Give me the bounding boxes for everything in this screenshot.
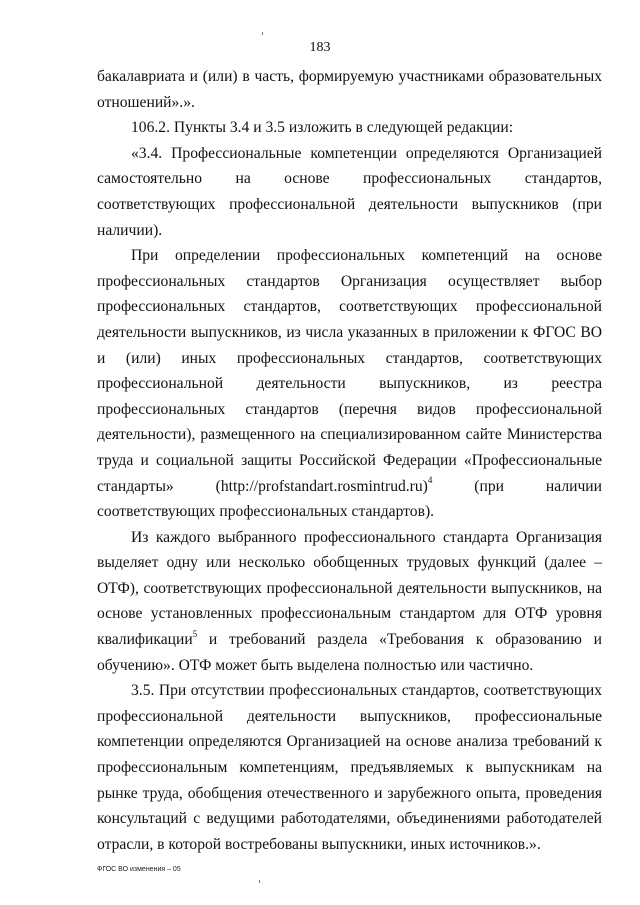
paragraph-text: 3.5. При отсутствии профессиональных стандартов, соответствующих профессиональной деятельности выпускников, профессиональные компетенции определяются Организацией на основе анализа требований к профессиональным компетенциям, предъявляемых к выпускникам на рынке труда, обобщения отечественного и зарубежного опыта, проведения консультаций с ведущими работодателями, объединениями работодателей отрасли, в которой востребованы выпускники, иных источников.». — [97, 682, 602, 853]
paragraph-text-continued: и требований раздела «Требования к образованию и обучению». ОТФ может быть выделена полностью или частично. — [97, 631, 602, 674]
paragraph-continuation — [97, 64, 602, 115]
scan-speck — [262, 32, 263, 35]
paragraph-otf — [97, 525, 602, 679]
paragraph-106-2 — [97, 115, 602, 141]
footnote-ref-5: 5 — [192, 628, 198, 639]
paragraph-text: бакалавриата и (или) в часть, формируемую участниками образовательных отношений».». — [97, 68, 602, 111]
paragraph-standard-selection — [97, 243, 602, 525]
paragraph-text: «3.4. Профессиональные компетенции определяются Организацией самостоятельно на основе профессиональных стандартов, соответствующих профессиональной деятельности выпускников (при наличии). — [97, 144, 602, 239]
paragraph-text: Из каждого выбранного профессионального стандарта Организация выделяет одну или несколько обобщенных трудовых функций (далее – ОТФ), соответствующих профессиональной деятельности выпускников, на основе установленных профессиональным стандартом для ОТФ уровня квалификации — [97, 528, 602, 649]
document-body — [97, 64, 602, 857]
scan-speck — [259, 880, 260, 883]
footnote-ref-4: 4 — [427, 475, 433, 486]
paragraph-3-5 — [97, 678, 602, 857]
paragraph-text: При определении профессиональных компетенций на основе профессиональных стандартов Организация осуществляет выбор профессиональных стандартов, соответствующих профессиональной деятельности выпускников, из числа указанных в приложении к ФГОС ВО и (или) иных профессиональных стандартов, соответствующих профессиональной деятельности выпускников, из реестра профессиональных стандартов (перечня видов профессиональной деятельности), размещенного на специализированном сайте Министерства труда и социальной защиты Российской Федерации «Профессиональные стандарты» (http://profstandart.rosmintrud.ru) — [97, 247, 602, 495]
page-number: 183 — [309, 40, 331, 55]
paragraph-text: 106.2. Пункты 3.4 и 3.5 изложить в следующей редакции: — [131, 119, 514, 137]
paragraph-text-continued: (при наличии соответствующих профессиональных стандартов). — [97, 477, 602, 521]
paragraph-3-4 — [97, 141, 602, 243]
page-footer: ФГОС ВО изменения – 05 — [97, 866, 181, 873]
